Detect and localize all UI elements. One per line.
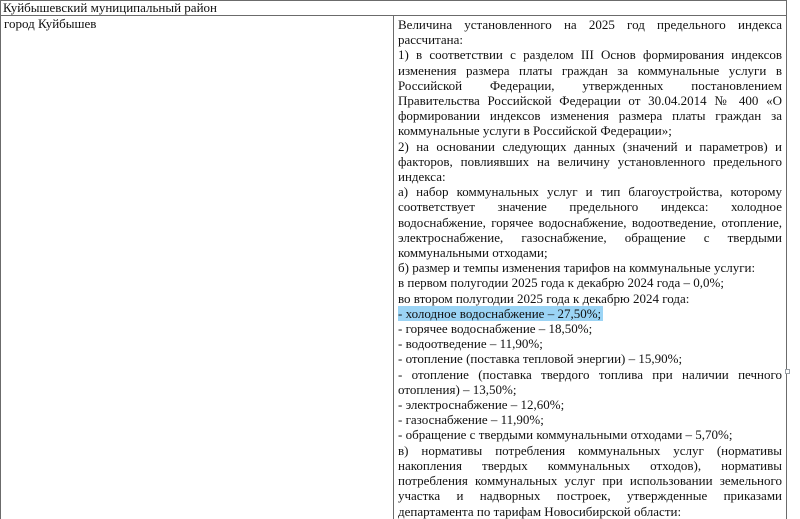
city-cell bbox=[1, 16, 394, 519]
paragraph-norms: в) нормативы потребления коммунальных услуг (нормативы накопления твердых коммунальных отходов), нормативы потребления коммунальных услуг при использовании земельного участка и надворных построек, утвержденные приказами департамента по тарифам Новосибирской области: bbox=[398, 442, 782, 519]
resize-handle[interactable] bbox=[785, 369, 790, 374]
tariff-item-solid-fuel: - отопление (поставка твердого топлива при наличии печного отопления) – 13,50%; bbox=[398, 366, 782, 397]
district-header: Куйбышевский муниципальный район bbox=[3, 0, 217, 15]
district-header-cell bbox=[1, 1, 787, 16]
paragraph-tariffs-header: б) размер и темпы изменения тарифов на коммунальные услуги: bbox=[398, 260, 756, 276]
tariff-item-heating: - отопление (поставка тепловой энергии) – 15,90%; bbox=[398, 351, 683, 367]
text-selection-highlight[interactable]: - холодное водоснабжение – 27,50%; bbox=[398, 305, 602, 321]
tariff-item-cold-water[interactable] bbox=[398, 306, 782, 321]
paragraph-first-half: в первом полугодии 2025 года к декабрю 2024 года – 0,0%; bbox=[398, 275, 724, 291]
tariff-item-waste: - обращение с твердыми коммунальными отходами – 5,70%; bbox=[398, 427, 733, 443]
tariff-item-gas: - газоснабжение – 11,90%; bbox=[398, 412, 544, 428]
tariff-item-hot-water: - горячее водоснабжение – 18,50%; bbox=[398, 321, 593, 337]
city-label: город Куйбышев bbox=[4, 16, 97, 31]
paragraph-basis-2: 2) на основании следующих данных (значений и параметров) и факторов, повлиявших на величину установленного предельного индекса: bbox=[398, 138, 782, 185]
paragraph-services-set: а) набор коммунальных услуг и тип благоустройства, которому соответствует значение предельного индекса: холодное водоснабжение, горячее водоснабжение, водоотведение, отопление, электроснабжение, газоснабжение, обращение с твердыми коммунальными отходами; bbox=[398, 184, 782, 261]
tariff-item-sewerage: - водоотведение – 11,90%; bbox=[398, 336, 543, 352]
paragraph-intro: Величина установленного на 2025 год предельного индекса рассчитана: bbox=[398, 17, 782, 48]
paragraph-basis-1: 1) в соответствии с разделом III Основ формирования индексов изменения размера платы граждан за коммунальные услуги в Российской Федерации, утвержденных постановлением Правительства Российской Федерации от 30.04.2014 № 400 «О формировании индексов изменения размера платы граждан за коммунальные услуги в Российской Федерации»; bbox=[398, 47, 782, 139]
index-description-cell bbox=[394, 16, 787, 519]
tariff-item-electricity: - электроснабжение – 12,60%; bbox=[398, 397, 565, 413]
paragraph-second-half: во втором полугодии 2025 года к декабрю 2024 года: bbox=[398, 290, 690, 306]
